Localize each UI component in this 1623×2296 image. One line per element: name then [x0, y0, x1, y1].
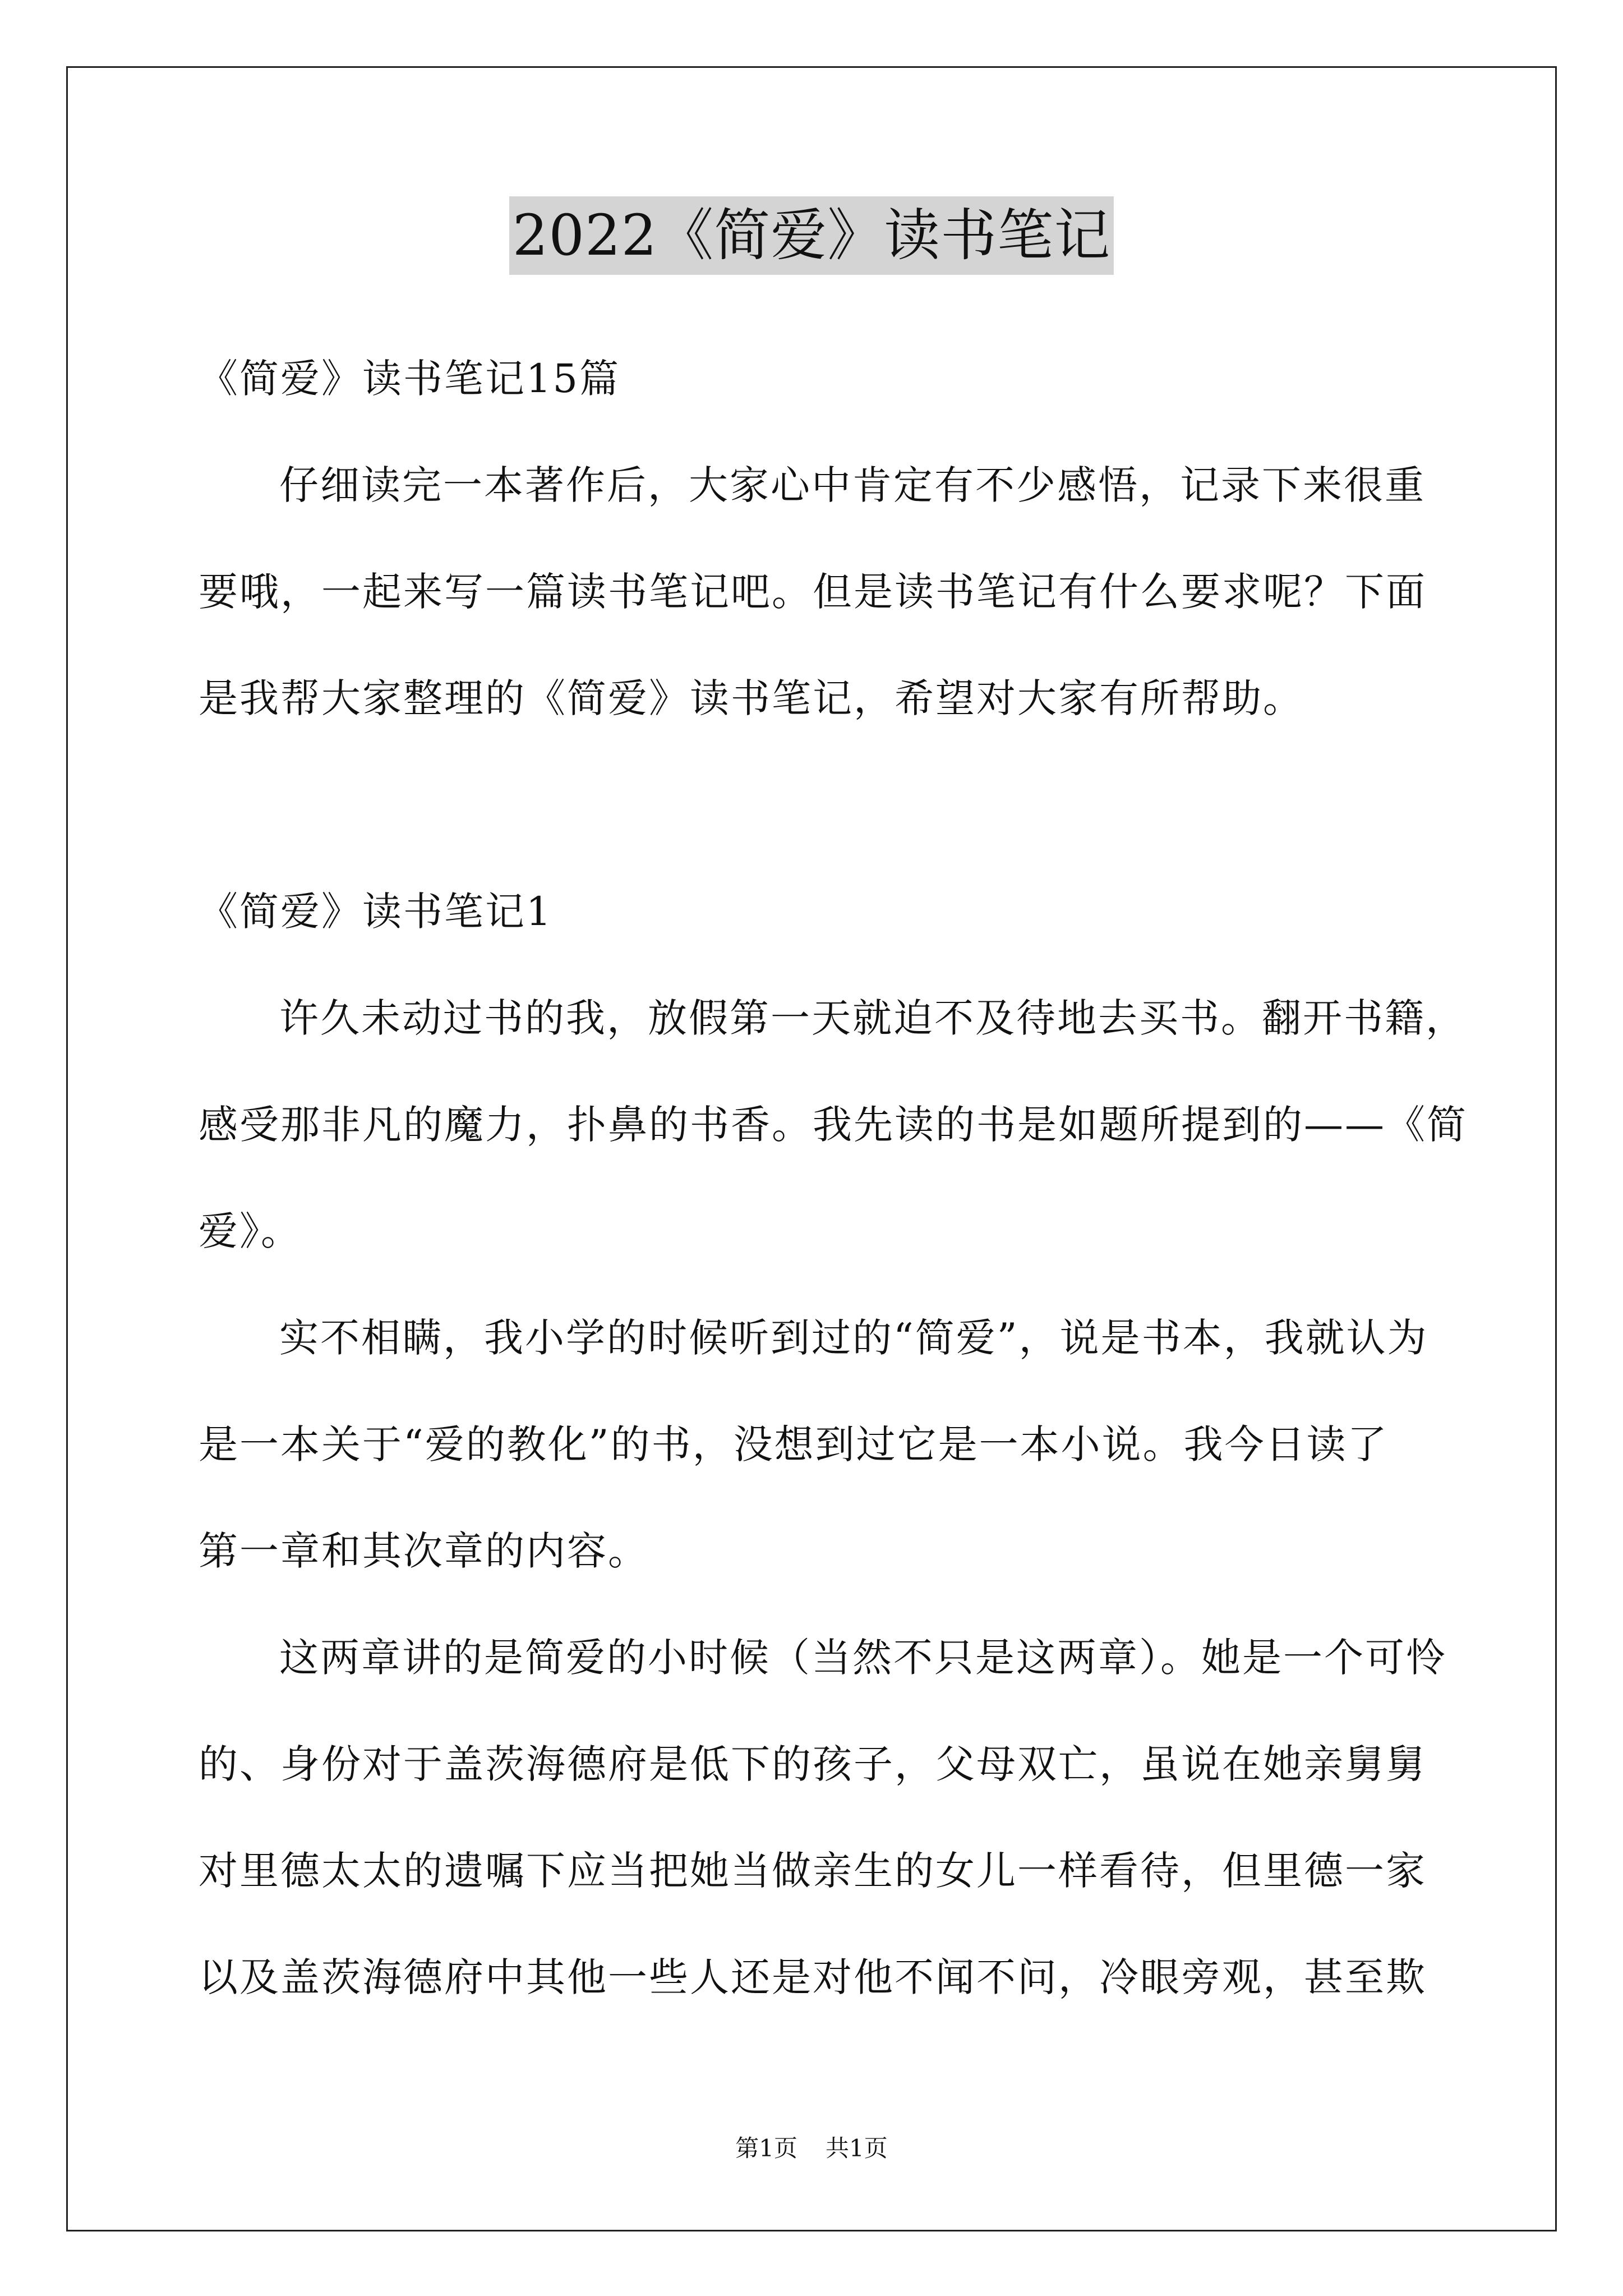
intro-line: 仔细读完一本著作后，大家心中肯定有不少感悟，记录下来很重: [279, 462, 1426, 508]
paragraph-line: 许久未动过书的我，放假第一天就迫不及待地去买书。翻开书籍，: [279, 995, 1467, 1041]
document-subtitle: 《简爱》读书笔记15篇: [199, 356, 621, 402]
page-footer: [0, 2132, 1623, 2165]
paragraph-line: 实不相瞒，我小学的时候听到过的“简爱”，说是书本，我就认为: [279, 1315, 1428, 1361]
paragraph-line: 是一本关于“爱的教化”的书，没想到过它是一本小说。我今日读了: [199, 1421, 1389, 1467]
paragraph-line: 的、身份对于盖茨海德府是低下的孩子，父母双亡，虽说在她亲舅舅: [199, 1741, 1427, 1787]
document-title: 2022《简爱》读书笔记: [509, 196, 1114, 275]
paragraph-line: 第一章和其次章的内容。: [199, 1528, 649, 1574]
paragraph-line: 感受那非凡的魔力，扑鼻的书香。我先读的书是如题所提到的——《简: [199, 1102, 1468, 1148]
paragraph-line: 爱》。: [199, 1208, 302, 1254]
paragraph-line: 这两章讲的是简爱的小时候（当然不只是这两章）。她是一个可怜: [279, 1635, 1447, 1681]
paragraph-line: 对里德太太的遗嘱下应当把她当做亲生的女儿一样看待，但里德一家: [199, 1848, 1427, 1894]
intro-line: 要哦，一起来写一篇读书笔记吧。但是读书笔记有什么要求呢？下面: [199, 569, 1427, 615]
section-heading: 《简爱》读书笔记1: [199, 889, 553, 935]
title-container: [0, 196, 1623, 275]
page-number-total: 共1页: [826, 2134, 888, 2162]
page-number-current: 第1页: [735, 2134, 797, 2162]
intro-line: 是我帮大家整理的《简爱》读书笔记，希望对大家有所帮助。: [199, 675, 1304, 721]
paragraph-line: 以及盖茨海德府中其他一些人还是对他不闻不问，冷眼旁观，甚至欺: [199, 1954, 1427, 2000]
